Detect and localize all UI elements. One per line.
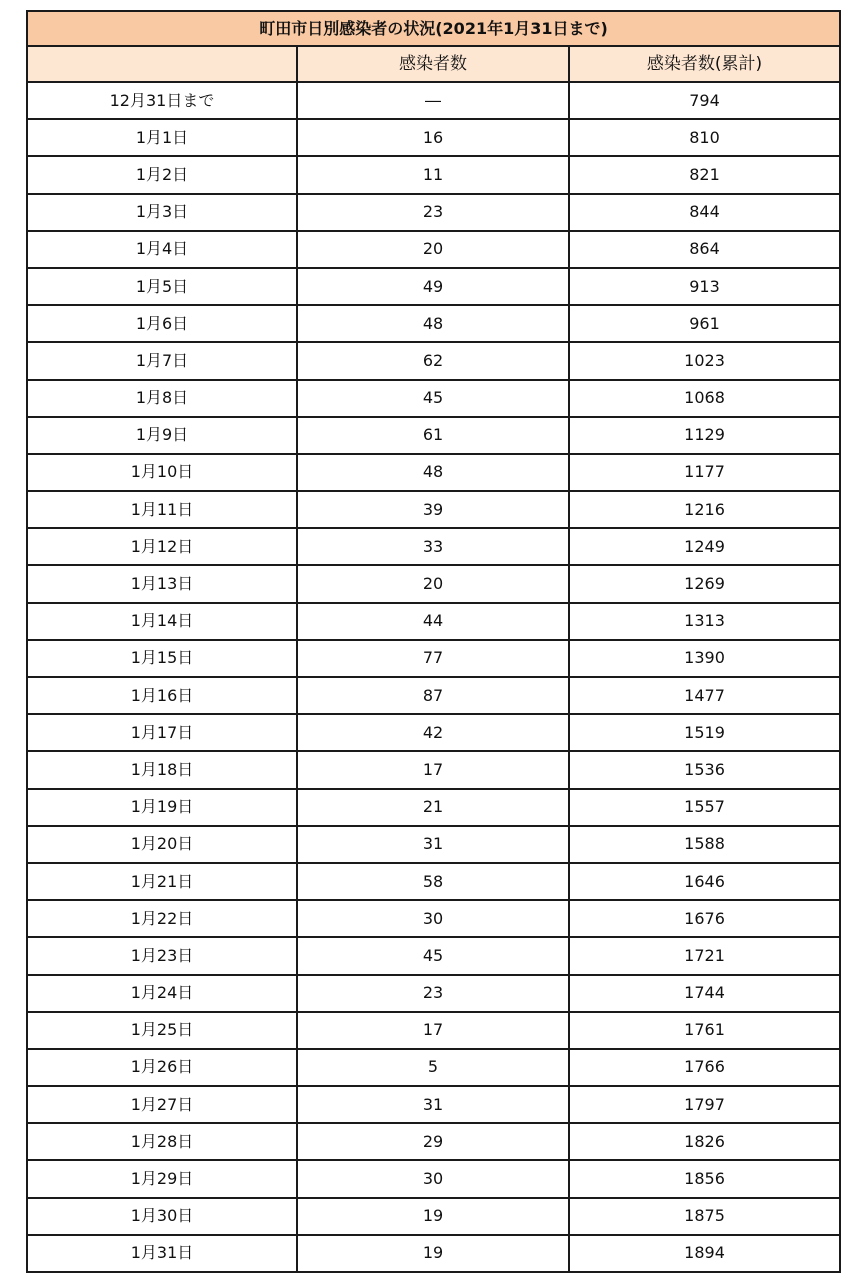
date-cell: 1月28日 [27,1123,297,1160]
cases-cell: 23 [297,194,569,231]
table-row [27,380,840,417]
date-cell: 1月2日 [27,156,297,193]
table-row [27,937,840,974]
cumulative-cell: 1761 [569,1012,840,1049]
table-row [27,640,840,677]
cumulative-cell: 864 [569,231,840,268]
table-row [27,603,840,640]
table-row [27,454,840,491]
date-cell: 1月18日 [27,751,297,788]
table-row [27,751,840,788]
cumulative-cell: 1249 [569,528,840,565]
cases-cell: 33 [297,528,569,565]
cumulative-cell: 844 [569,194,840,231]
cases-cell: 77 [297,640,569,677]
table-row [27,528,840,565]
cumulative-cell: 913 [569,268,840,305]
date-cell: 1月22日 [27,900,297,937]
cumulative-cell: 1676 [569,900,840,937]
date-cell: 1月3日 [27,194,297,231]
cumulative-cell: 1875 [569,1198,840,1235]
cases-cell: 16 [297,119,569,156]
cumulative-cell: 1744 [569,975,840,1012]
table-row [27,342,840,379]
cases-cell: 19 [297,1235,569,1272]
date-cell: 1月19日 [27,789,297,826]
date-cell: 1月4日 [27,231,297,268]
cumulative-cell: 961 [569,305,840,342]
cases-cell: 49 [297,268,569,305]
table-row [27,1235,840,1272]
cases-cell: 44 [297,603,569,640]
cases-cell: 30 [297,900,569,937]
date-cell: 1月14日 [27,603,297,640]
date-cell: 1月16日 [27,677,297,714]
cumulative-cell: 1269 [569,565,840,602]
cases-cell: 19 [297,1198,569,1235]
table-row [27,1086,840,1123]
date-cell: 1月11日 [27,491,297,528]
cases-cell: 23 [297,975,569,1012]
date-cell: 1月27日 [27,1086,297,1123]
cumulative-cell: 1390 [569,640,840,677]
table-row [27,714,840,751]
table-title: 町田市日別感染者の状況(2021年1月31日まで) [27,11,840,46]
cases-cell: 45 [297,937,569,974]
cases-cell: 17 [297,751,569,788]
date-cell: 1月26日 [27,1049,297,1086]
table-row [27,119,840,156]
date-cell: 1月6日 [27,305,297,342]
table-row [27,1049,840,1086]
date-cell: 1月13日 [27,565,297,602]
cases-cell: ― [297,82,569,119]
cumulative-cell: 1557 [569,789,840,826]
cumulative-cell: 1894 [569,1235,840,1272]
table-row [27,1012,840,1049]
header-date [27,46,297,82]
table-row [27,826,840,863]
cases-cell: 20 [297,565,569,602]
cases-cell: 48 [297,305,569,342]
date-cell: 1月25日 [27,1012,297,1049]
table-row [27,82,840,119]
cumulative-cell: 1477 [569,677,840,714]
table-row [27,900,840,937]
cumulative-cell: 1797 [569,1086,840,1123]
cumulative-cell: 1068 [569,380,840,417]
cumulative-cell: 1519 [569,714,840,751]
cumulative-cell: 1536 [569,751,840,788]
cases-cell: 87 [297,677,569,714]
cumulative-cell: 1856 [569,1160,840,1197]
cases-cell: 21 [297,789,569,826]
table-row [27,789,840,826]
cumulative-cell: 821 [569,156,840,193]
cases-cell: 30 [297,1160,569,1197]
table-body [27,82,840,1272]
header-cumulative: 感染者数(累計) [569,46,840,82]
date-cell: 1月24日 [27,975,297,1012]
cumulative-cell: 1826 [569,1123,840,1160]
cumulative-cell: 1313 [569,603,840,640]
date-cell: 1月10日 [27,454,297,491]
table-row [27,863,840,900]
table-header-row [27,46,840,82]
table-row [27,417,840,454]
date-cell: 1月23日 [27,937,297,974]
infection-table-container [26,10,839,1273]
date-cell: 1月7日 [27,342,297,379]
cases-cell: 5 [297,1049,569,1086]
cases-cell: 48 [297,454,569,491]
cases-cell: 31 [297,1086,569,1123]
cases-cell: 11 [297,156,569,193]
date-cell: 1月30日 [27,1198,297,1235]
table-row [27,1160,840,1197]
cases-cell: 58 [297,863,569,900]
cases-cell: 42 [297,714,569,751]
cumulative-cell: 1216 [569,491,840,528]
date-cell: 1月20日 [27,826,297,863]
table-row [27,231,840,268]
table-row [27,677,840,714]
header-cases: 感染者数 [297,46,569,82]
cumulative-cell: 1023 [569,342,840,379]
cumulative-cell: 1646 [569,863,840,900]
table-row [27,1123,840,1160]
daily-infection-table [26,10,841,1273]
date-cell: 1月9日 [27,417,297,454]
cases-cell: 31 [297,826,569,863]
table-row [27,975,840,1012]
date-cell: 1月31日 [27,1235,297,1272]
cases-cell: 62 [297,342,569,379]
cumulative-cell: 1588 [569,826,840,863]
cumulative-cell: 1721 [569,937,840,974]
cases-cell: 17 [297,1012,569,1049]
date-cell: 1月5日 [27,268,297,305]
table-row [27,305,840,342]
cumulative-cell: 794 [569,82,840,119]
cumulative-cell: 1177 [569,454,840,491]
table-row [27,194,840,231]
cases-cell: 45 [297,380,569,417]
date-cell: 12月31日まで [27,82,297,119]
date-cell: 1月1日 [27,119,297,156]
table-row [27,156,840,193]
table-row [27,491,840,528]
table-row [27,1198,840,1235]
cases-cell: 29 [297,1123,569,1160]
cumulative-cell: 1766 [569,1049,840,1086]
cases-cell: 20 [297,231,569,268]
date-cell: 1月15日 [27,640,297,677]
table-row [27,268,840,305]
cases-cell: 39 [297,491,569,528]
date-cell: 1月21日 [27,863,297,900]
date-cell: 1月8日 [27,380,297,417]
cases-cell: 61 [297,417,569,454]
date-cell: 1月29日 [27,1160,297,1197]
date-cell: 1月17日 [27,714,297,751]
table-title-row [27,11,840,46]
table-row [27,565,840,602]
date-cell: 1月12日 [27,528,297,565]
cumulative-cell: 810 [569,119,840,156]
cumulative-cell: 1129 [569,417,840,454]
